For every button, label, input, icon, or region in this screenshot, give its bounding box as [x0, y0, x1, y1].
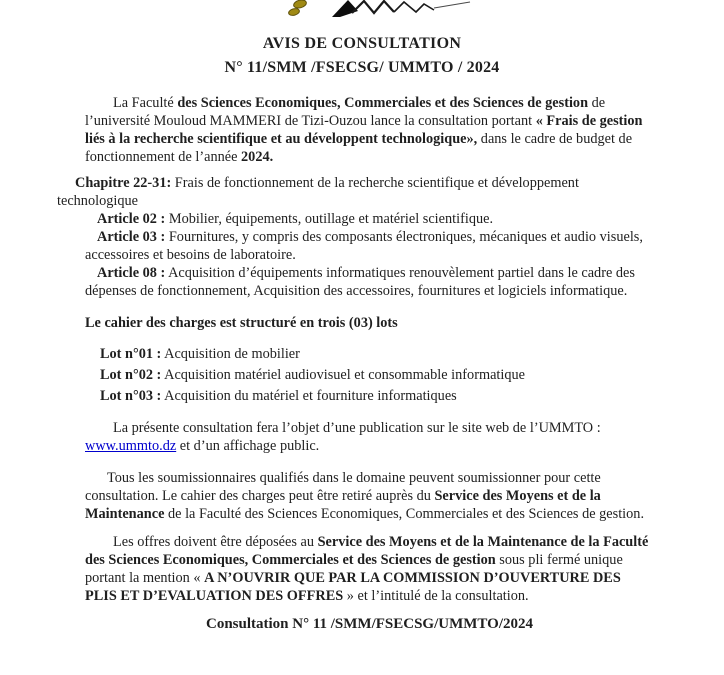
envelope-mention-bold: A N’OUVRIR QUE PAR LA COMMISSION D’OUVERTURE DES PLIS ET D’EVALUATION DES OFFRES — [85, 570, 621, 604]
text-segment: Acquisition d’équipements informatiques renouvèlement partiel dans le cadre des dépenses de fonctionnement, Acquisition des accessoires, fournitures et logiciels informatique. — [85, 265, 635, 299]
lot-03-label-bold: Lot n°03 : — [100, 388, 162, 404]
document-body — [0, 20, 724, 633]
text-segment: dans le cadre de budget de fonctionnement de l’année — [85, 131, 633, 165]
depot-service-bold: Service des Moyens et de la Maintenance de la Faculté des Sciences Economiques, Commerciales et des Sciences de gestion — [85, 534, 649, 568]
document-title: AVIS DE CONSULTATION — [262, 35, 462, 52]
text-segment: et d’un affichage public. — [176, 438, 320, 454]
article-08-line — [85, 264, 654, 300]
year-bold: 2024. — [241, 149, 274, 165]
text-segment: Fournitures, y compris des composants électroniques, mécaniques et audio visuels, accessoires et besoins de laboratoire. — [85, 229, 643, 263]
text-segment: Les offres doivent être déposées au — [113, 534, 318, 550]
publication-paragraph — [85, 419, 654, 455]
text-segment: de l’université Mouloud MAMMERI de Tizi-Ouzou lance la consultation portant — [85, 95, 606, 129]
text-segment: Acquisition du matériel et fourniture informatiques — [161, 388, 457, 404]
article-03-line — [85, 228, 654, 264]
soumission-paragraph — [85, 469, 654, 523]
text-segment: Acquisition matériel audiovisuel et consommable informatique — [161, 367, 526, 383]
document-text-block — [0, 94, 724, 633]
text-segment: Mobilier, équipements, outillage et matériel scientifique. — [165, 211, 494, 227]
university-logo-icon — [282, 0, 472, 20]
article-02-line — [85, 210, 654, 228]
text-segment: » et l’intitulé de la consultation. — [343, 588, 529, 604]
text-segment: La Faculté — [113, 95, 178, 111]
text-segment: de la Faculté des Sciences Economiques, Commerciales et des Sciences de gestion. — [164, 506, 645, 522]
article-02-label-bold: Article 02 : — [97, 211, 166, 227]
lots-heading: Le cahier des charges est structuré en trois (03) lots — [85, 315, 398, 331]
offres-paragraph — [85, 533, 654, 605]
text-segment: sous pli fermé unique portant la mention « — [85, 552, 623, 586]
lot-01-line — [100, 344, 654, 365]
service-name-bold: Service des Moyens et de la Maintenance — [85, 488, 601, 522]
text-segment: Acquisition de mobilier — [161, 346, 300, 362]
intro-paragraph — [85, 94, 654, 166]
chapitre-paragraph — [57, 174, 654, 210]
lot-02-label-bold: Lot n°02 : — [100, 367, 162, 383]
document-reference-number: N° 11/SMM /FSECSG/ UMMTO / 2024 — [224, 59, 500, 76]
ummto-website-link[interactable]: www.ummto.dz — [85, 438, 177, 454]
chapitre-label-bold: Chapitre 22-31: — [75, 175, 172, 191]
article-08-label-bold: Article 08 : — [97, 265, 166, 281]
text-segment: Frais de fonctionnement de la recherche scientifique et développement technologique — [57, 175, 579, 209]
lot-01-label-bold: Lot n°01 : — [100, 346, 162, 362]
footer-consultation-reference: Consultation N° 11 /SMM/FSECSG/UMMTO/2024 — [205, 616, 533, 632]
text-segment: La présente consultation fera l’objet d’une publication sur le site web de l’UMMTO : — [113, 420, 601, 436]
article-03-label-bold: Article 03 : — [97, 229, 166, 245]
faculty-name-bold: des Sciences Economiques, Commerciales et des Sciences de gestion — [177, 95, 589, 111]
lot-02-line — [100, 365, 654, 386]
consultation-subject-bold: « Frais de gestion liés à la recherche scientifique et au développent technologique», — [85, 113, 643, 147]
lot-03-line — [100, 386, 654, 407]
text-segment: Tous les soumissionnaires qualifiés dans le domaine peuvent soumissionner pour cette consultation. Le cahier des charges peut être retiré auprès du — [85, 470, 601, 504]
